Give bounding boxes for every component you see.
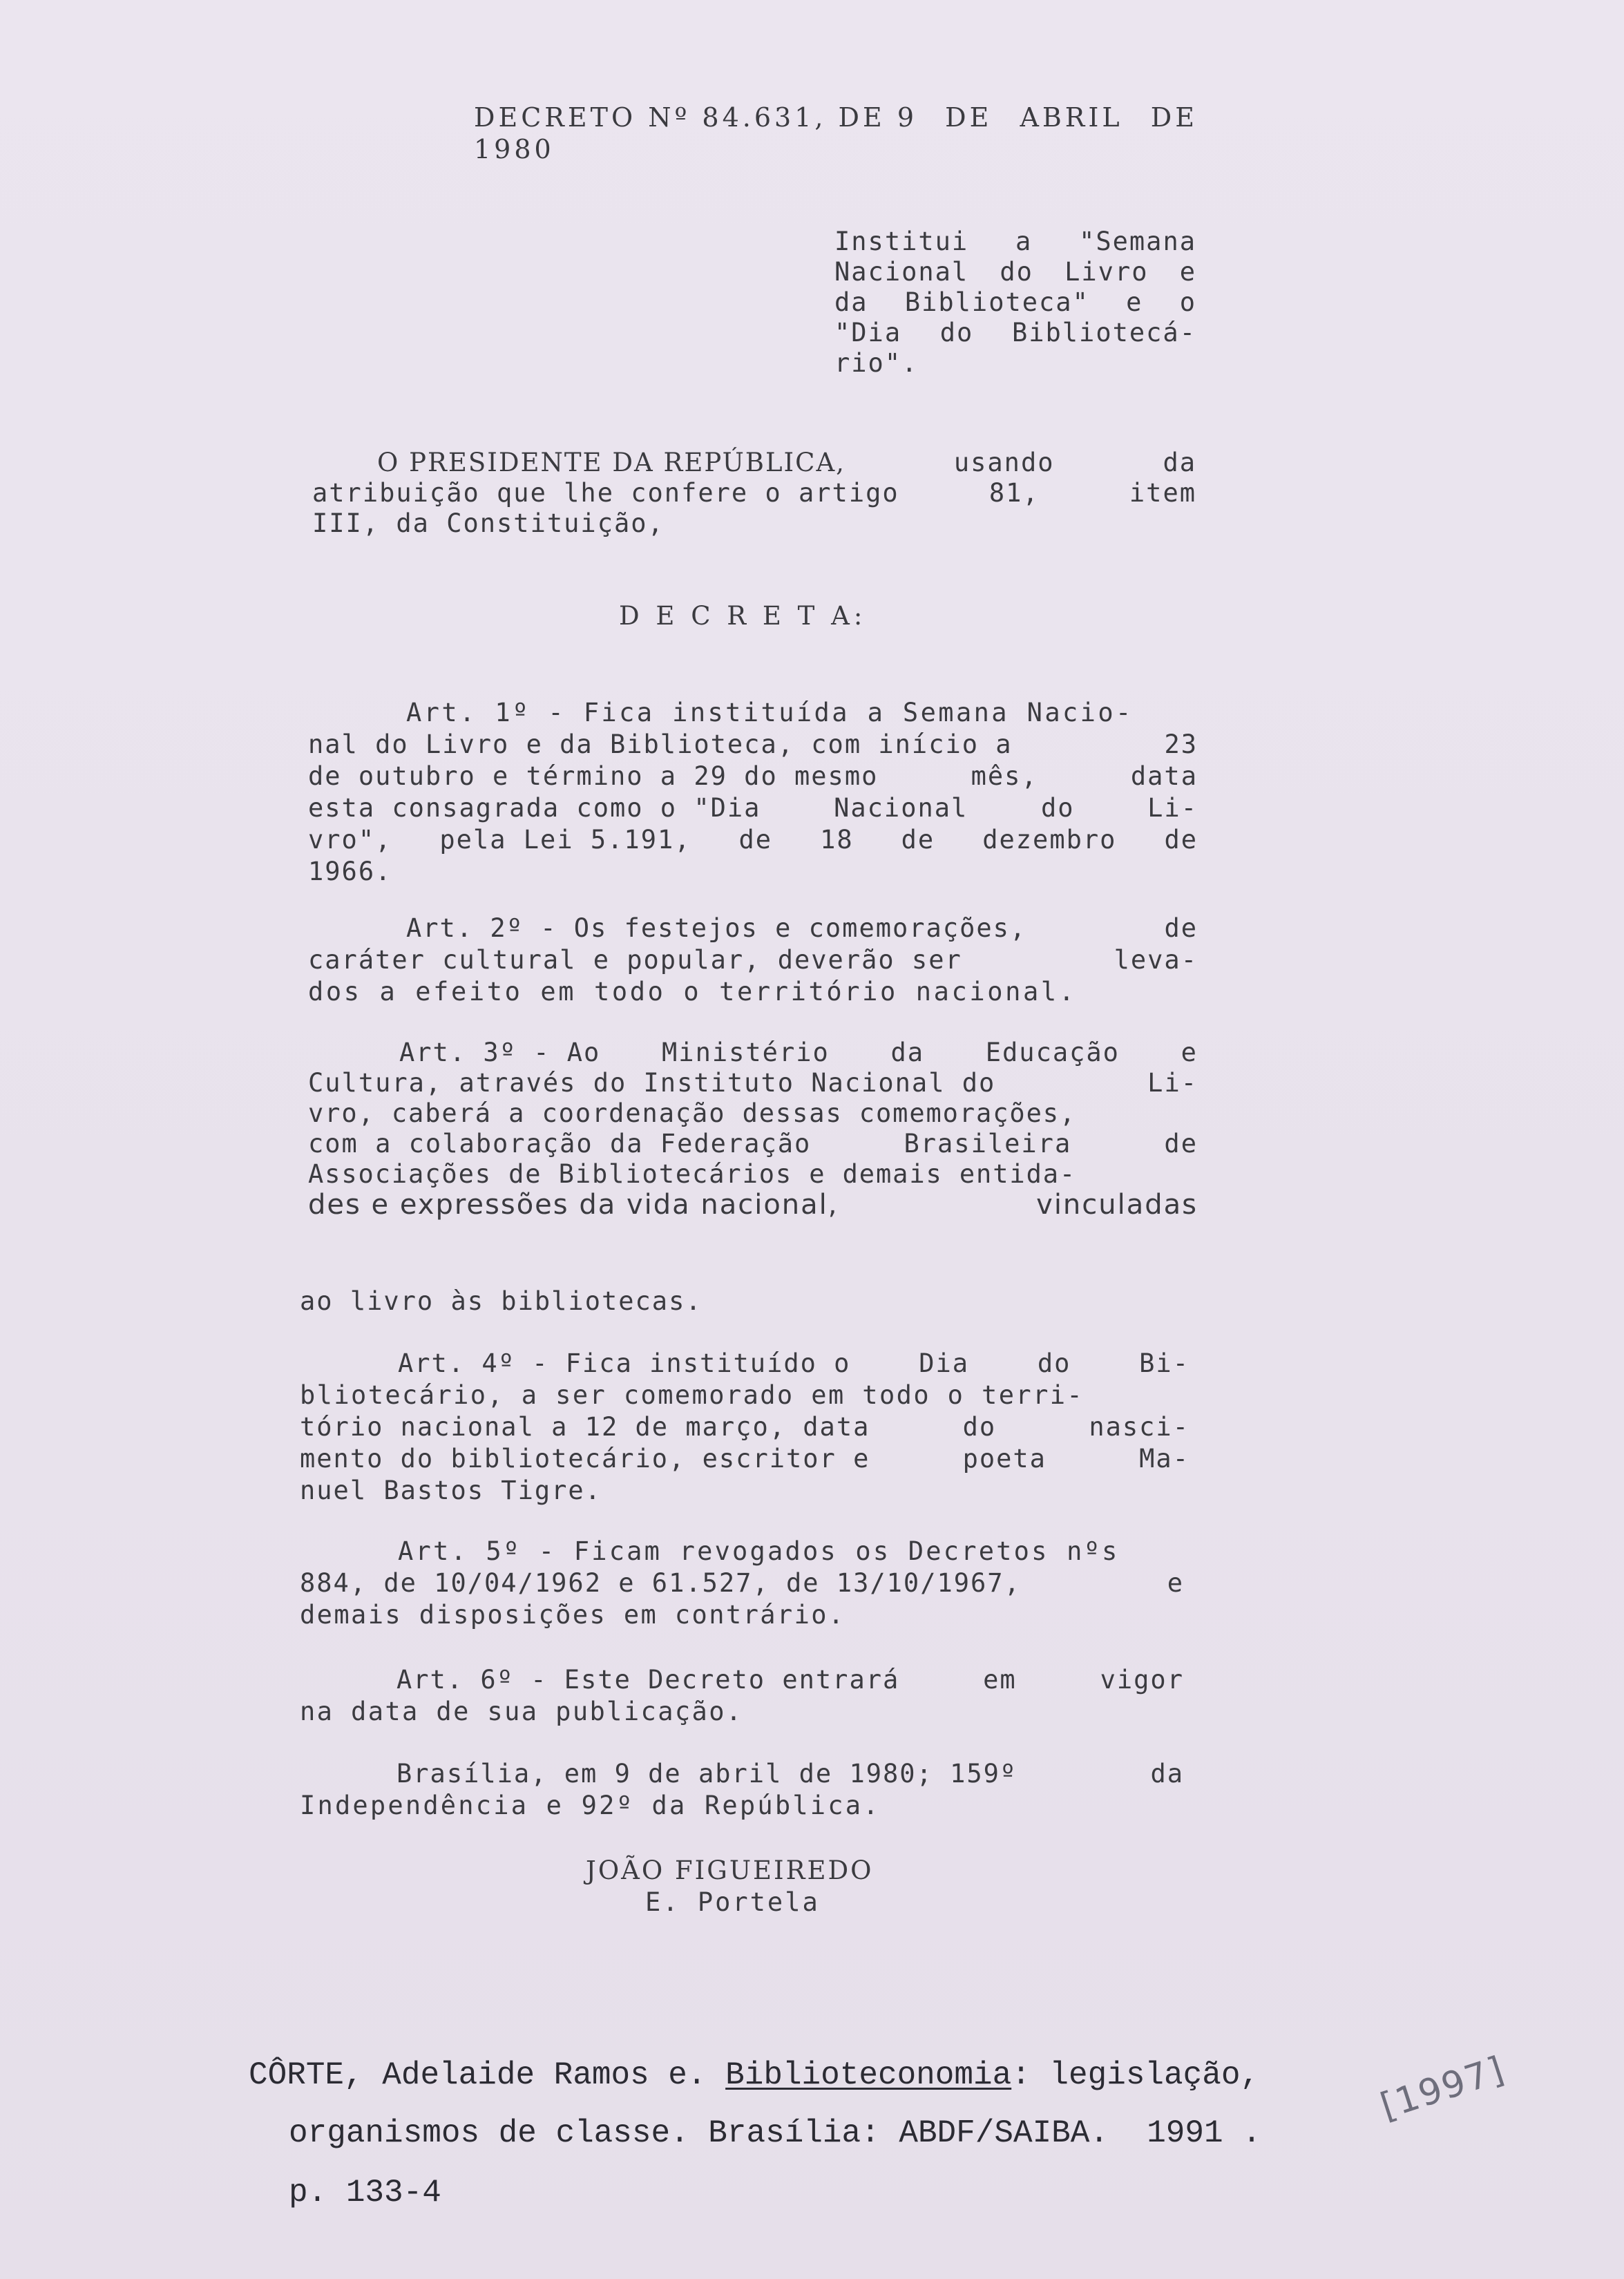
citation-line: organismos de classe. Brasília: ABDF/SAIBA. 1991 . [289,2115,1261,2151]
ementa-line: rio". [834,348,919,378]
article-line: na data de sua publicação. [300,1697,743,1726]
citation-line: CÔRTE, Adelaide Ramos e. Biblioteconomia: legislação, [249,2057,1260,2093]
article-line: tório nacional a 12 de março, data do nasci- [300,1412,1190,1442]
ementa-line: Institui a "Semana [834,227,1196,256]
article-line: bliotecário, a ser comemorado em todo o terri- [300,1380,1085,1410]
article-line: com a colaboração da Federação Brasileira de [308,1129,1198,1158]
article-line: Art. 1º - Fica instituída a Semana Nacio- [406,698,1134,727]
signature-president: JOÃO FIGUEIREDO [586,1856,874,1885]
article-line: nuel Bastos Tigre. [300,1476,602,1505]
ementa-line: "Dia do Bibliotecá- [834,318,1196,347]
article-line: Cultura, através do Instituto Nacional do Li- [308,1068,1198,1098]
article-line: Associações de Bibliotecários e demais entida- [308,1159,1077,1189]
signature-minister: E. Portela [645,1887,820,1917]
article-line: caráter cultural e popular, deverão ser leva- [308,945,1198,975]
article-line: des e expressões da vida nacional, vinculadas [308,1189,1198,1221]
article-line: vro, caberá a coordenação dessas comemorações, [308,1098,1077,1128]
citation-line: p. 133-4 [289,2175,441,2211]
article-line: Art. 2º - Os festejos e comemorações, de [406,913,1198,943]
article-line: Art. 5º - Ficam revogados os Decretos nºs [398,1536,1120,1566]
article-line: esta consagrada como o "Dia Nacional do Li- [308,793,1198,823]
decreta-heading: D E C R E T A: [619,601,867,631]
article-line: vro", pela Lei 5.191, de 18 de dezembro de [308,825,1198,855]
preamble-line: III, da Constituição, [312,508,665,538]
article-line: demais disposições em contrário. [300,1600,846,1630]
article-line: dos a efeito em todo o território nacional. [308,977,1077,1007]
handwritten-year-note: [1997] [1375,2048,1510,2128]
preamble-line: O PRESIDENTE DA REPÚBLICA, usando da [377,448,1196,477]
article-line: 1966. [308,857,392,886]
ementa-line: Nacional do Livro e [834,257,1196,287]
decree-title: DECRETO Nº 84.631, DE 9 DE ABRIL DE [474,102,1198,133]
closing-line: Independência e 92º da República. [300,1791,881,1820]
article-line: nal do Livro e da Biblioteca, com início a 23 [308,730,1198,759]
article-line: 884, de 10/04/1962 e 61.527, de 13/10/1967, e [300,1568,1184,1598]
article-line: mento do bibliotecário, escritor e poeta Ma- [300,1444,1190,1474]
ementa-line: da Biblioteca" e o [834,287,1196,317]
article-line: Art. 4º - Fica instituído o Dia do Bi- [398,1348,1190,1378]
closing-line: Brasília, em 9 de abril de 1980; 159º da [397,1759,1184,1789]
article-line: ao livro às bibliotecas. [300,1286,703,1316]
article-line: Art. 3º - Ao Ministério da Educação e [399,1038,1198,1067]
preamble-line: atribuição que lhe confere o artigo 81, item [312,478,1196,508]
article-line: de outubro e término a 29 do mesmo mês, data [308,761,1198,791]
article-line: Art. 6º - Este Decreto entrará em vigor [397,1665,1184,1695]
decree-year: 1980 [474,134,555,164]
